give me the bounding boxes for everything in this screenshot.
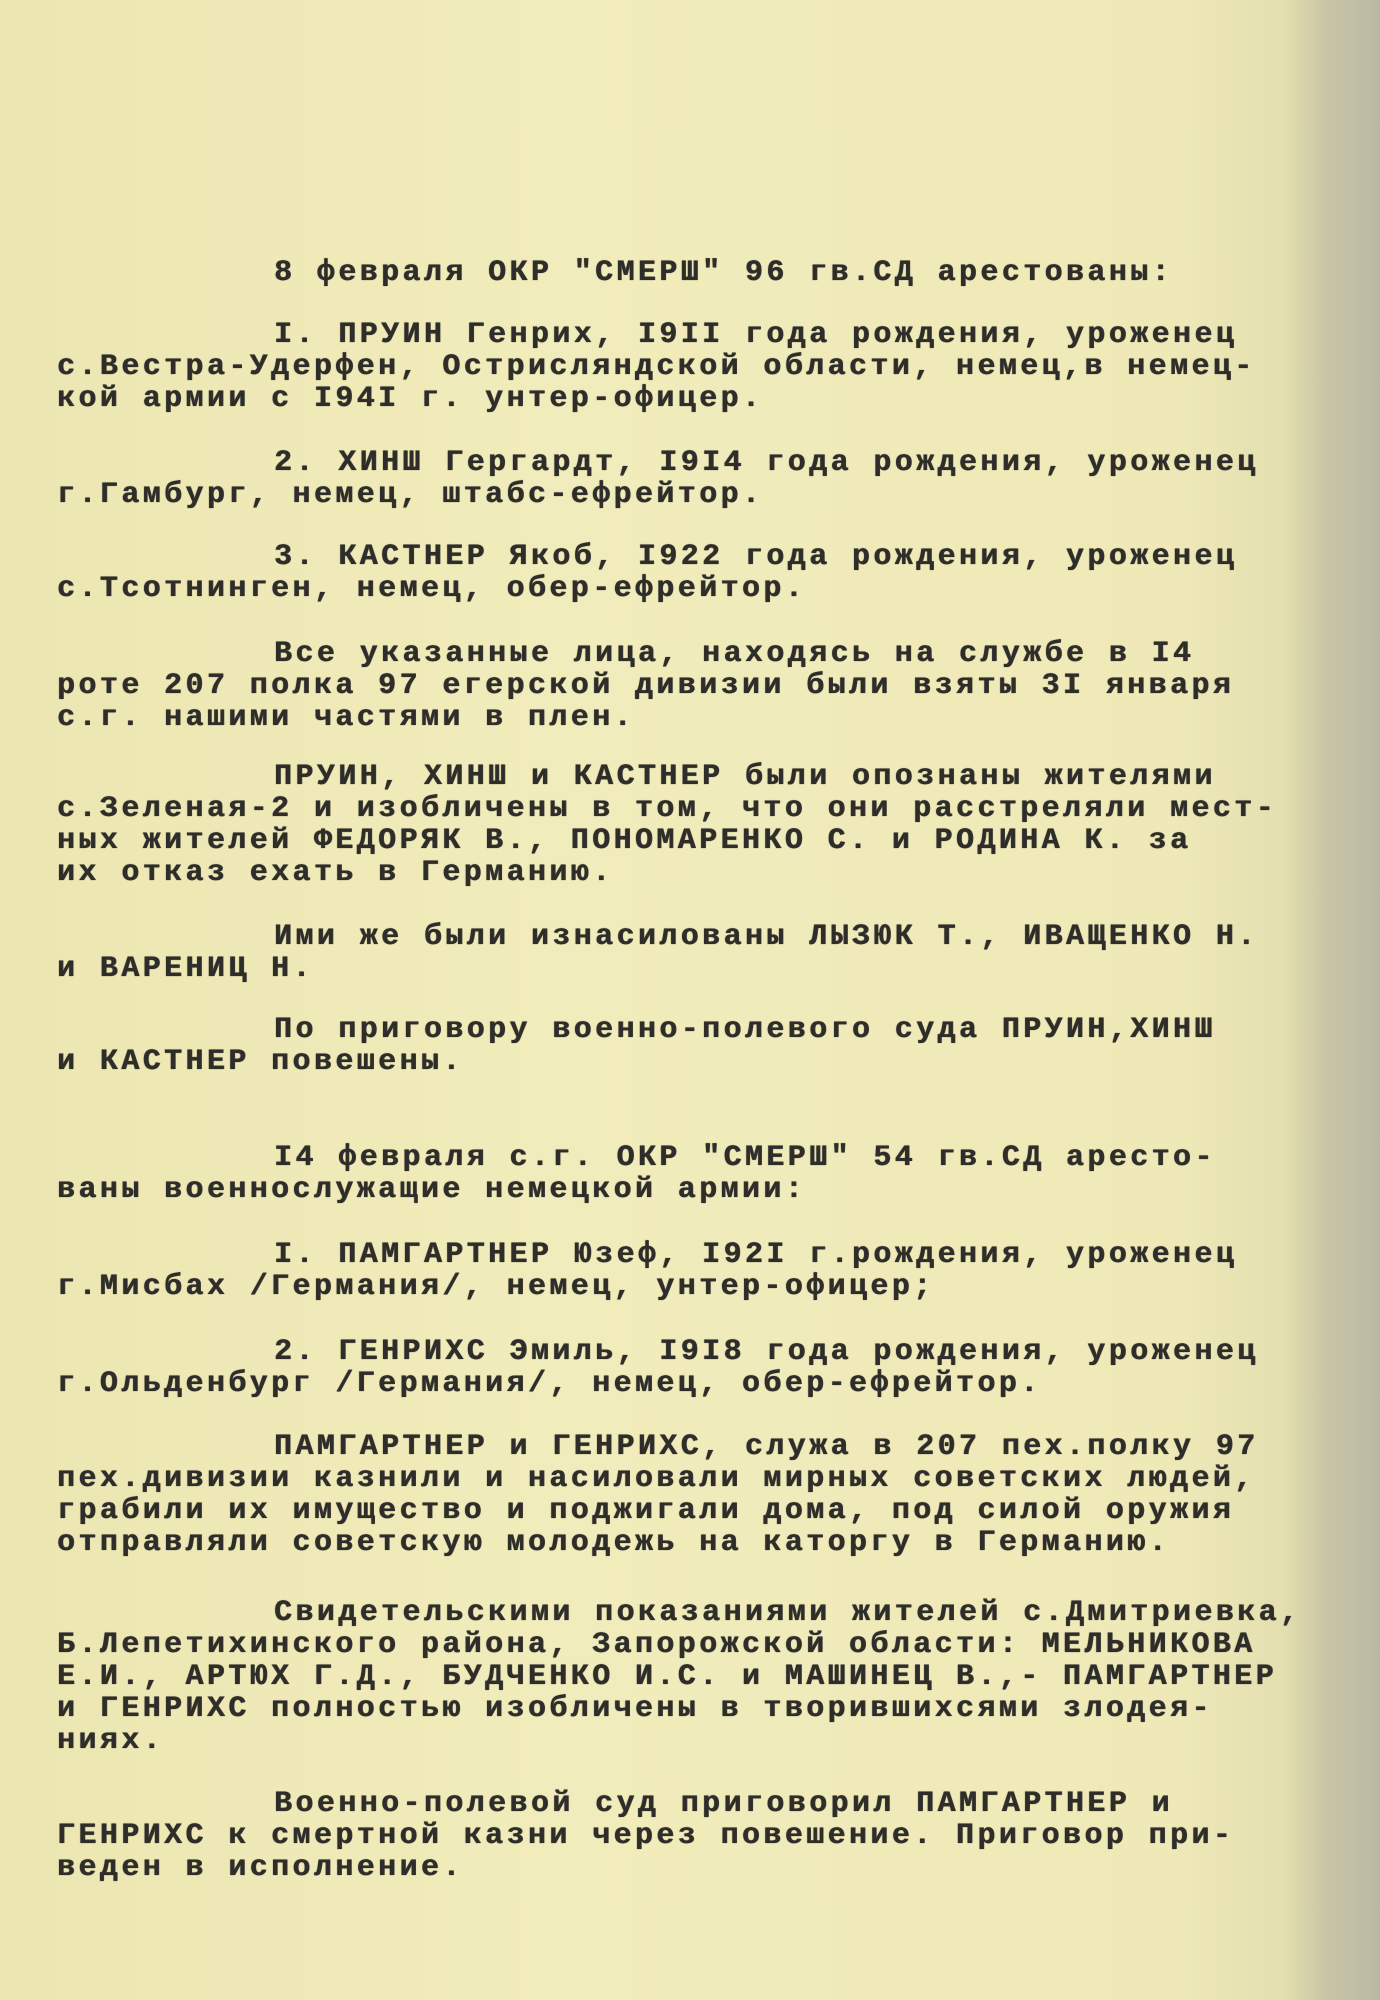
text-line: ваны военнослужащие немецкой армии: bbox=[57, 1173, 807, 1207]
text-line: кой армии с I94I г. унтер-офицер. bbox=[57, 382, 764, 416]
text-line: и ГЕНРИХС полностью изобличены в творившихсями злодея- bbox=[57, 1692, 1213, 1726]
text-line: Е.И., АРТЮХ Г.Д., БУДЧЕНКО И.С. и МАШИНЕЦ В.,- ПАМГАРТНЕР bbox=[57, 1660, 1277, 1694]
text-line: Ими же были изнасилованы ЛЫЗЮК Т., ИВАЩЕНКО Н. bbox=[274, 920, 1259, 954]
text-line: их отказ ехать в Германию. bbox=[57, 856, 614, 890]
text-line: I4 февраля с.г. ОКР "СМЕРШ" 54 гв.СД аресто- bbox=[274, 1141, 1216, 1175]
text-line: 8 февраля ОКР "СМЕРШ" 96 гв.СД арестованы: bbox=[274, 256, 1173, 290]
text-line: Военно-полевой суд приговорил ПАМГАРТНЕР и bbox=[274, 1787, 1173, 1821]
text-line: г.Мисбах /Германия/, немец, унтер-офицер; bbox=[57, 1270, 935, 1304]
text-line: По приговору военно-полевого суда ПРУИН,ХИНШ bbox=[274, 1013, 1216, 1047]
text-line: Б.Лепетихинского района, Запорожской области: МЕЛЬНИКОВА bbox=[57, 1628, 1256, 1662]
text-line: I. ПАМГАРТНЕР Юзеф, I92I г.рождения, уроженец bbox=[274, 1238, 1238, 1272]
text-line: I. ПРУИН Генрих, I9II года рождения, уроженец bbox=[274, 318, 1238, 352]
text-line: грабили их имущество и поджигали дома, под силой оружия bbox=[57, 1494, 1235, 1528]
text-line: отправляли советскую молодежь на каторгу в Германию. bbox=[57, 1526, 1170, 1560]
text-line: ПРУИН, ХИНШ и КАСТНЕР были опознаны жителями bbox=[274, 760, 1216, 794]
text-line: и КАСТНЕР повешены. bbox=[57, 1045, 464, 1079]
text-line: ПАМГАРТНЕР и ГЕНРИХС, служа в 207 пех.полку 97 bbox=[274, 1430, 1259, 1464]
text-line: ных жителей ФЕДОРЯК В., ПОНОМАРЕНКО С. и РОДИНА К. за bbox=[57, 824, 1192, 858]
text-line: с.Вестра-Удерфен, Острисляндской области, немец,в немец- bbox=[57, 350, 1256, 384]
text-line: г.Ольденбург /Германия/, немец, обер-ефрейтор. bbox=[57, 1367, 1042, 1401]
text-line: Все указанные лица, находясь на службе в I4 bbox=[274, 637, 1195, 671]
text-line: ГЕНРИХС к смертной казни через повешение. Приговор при- bbox=[57, 1819, 1235, 1853]
text-line: г.Гамбург, немец, штабс-ефрейтор. bbox=[57, 478, 764, 512]
text-line: с.Зеленая-2 и изобличены в том, что они расстреляли мест- bbox=[57, 792, 1277, 826]
text-line: Свидетельскими показаниями жителей с.Дмитриевка, bbox=[274, 1596, 1302, 1630]
text-line: с.Тсотнинген, немец, обер-ефрейтор. bbox=[57, 572, 807, 606]
text-line: с.г. нашими частями в плен. bbox=[57, 701, 635, 735]
text-line: пех.дивизии казнили и насиловали мирных советских людей, bbox=[57, 1462, 1256, 1496]
text-line: 2. ХИНШ Гергардт, I9I4 года рождения, уроженец bbox=[274, 446, 1259, 480]
text-line: роте 207 полка 97 егерской дивизии были взяты 3I января bbox=[57, 669, 1235, 703]
text-line: 3. КАСТНЕР Якоб, I922 года рождения, уроженец bbox=[274, 540, 1238, 574]
text-line: веден в исполнение. bbox=[57, 1851, 464, 1885]
text-line: и ВАРЕНИЦ Н. bbox=[57, 952, 314, 986]
text-line: ниях. bbox=[57, 1724, 165, 1758]
text-line: 2. ГЕНРИХС Эмиль, I9I8 года рождения, уроженец bbox=[274, 1335, 1259, 1369]
